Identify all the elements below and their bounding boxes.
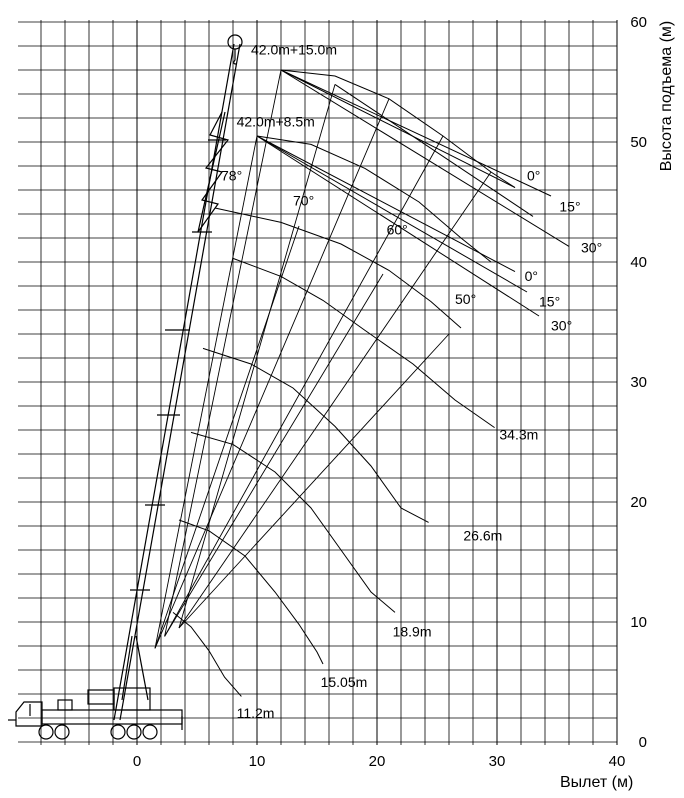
x-tick-label: 30 — [488, 753, 506, 770]
annotation-label: 18.9m — [392, 623, 432, 640]
y-tick-label: 60 — [630, 14, 647, 31]
annotation-label: 50° — [455, 291, 477, 307]
annotation-label: 30° — [551, 317, 573, 334]
y-tick-label: 40 — [630, 254, 647, 271]
annotation-label: 42.0m+15.0m — [251, 41, 337, 58]
annotation-label: 0° — [524, 268, 538, 285]
y-tick-label: 10 — [630, 614, 647, 631]
boom-radial-line — [165, 70, 281, 636]
annotation-label: 34.3m — [499, 426, 539, 443]
boom-curve-26-6m — [203, 348, 429, 522]
boom-curves — [173, 70, 515, 696]
x-tick-label: 40 — [608, 753, 626, 770]
annotation-label: 0° — [527, 167, 541, 184]
annotation-label: 78° — [221, 167, 243, 184]
axis-ticks — [133, 14, 647, 770]
crane-truck — [8, 688, 182, 739]
y-tick-label: 50 — [630, 134, 647, 151]
x-tick-label: 0 — [132, 753, 142, 770]
x-tick-label: 20 — [368, 753, 386, 770]
annotation-label: 15.05m — [320, 673, 368, 690]
annotation-label: 30° — [581, 239, 603, 256]
x-axis-title: Вылет (м) — [560, 774, 634, 791]
boom-radial-line — [165, 274, 383, 636]
crane-boom — [114, 35, 242, 720]
annotation-label: 15° — [539, 293, 561, 310]
boom-radial-lines — [155, 70, 491, 648]
boom-curve-11-2m — [173, 612, 241, 696]
boom-radial-line — [155, 226, 299, 648]
y-tick-label: 30 — [630, 374, 647, 391]
boom-radial-line — [155, 99, 389, 649]
y-axis-title: Высота подъема (м) — [658, 20, 675, 172]
x-tick-label: 10 — [248, 753, 266, 770]
annotation-label: 26.6m — [463, 527, 503, 544]
annotation-label: 60° — [386, 221, 408, 238]
boom-radial-line — [155, 136, 257, 648]
annotation-label: 42.0m+8.5m — [236, 113, 315, 130]
boom-curve-34-3m — [233, 258, 495, 427]
y-tick-label: 20 — [630, 494, 647, 511]
annotation-label: 70° — [293, 192, 315, 209]
annotation-label: 15° — [559, 198, 581, 215]
annotation-label: 11.2m — [236, 705, 275, 721]
boom-radial-line — [179, 172, 491, 628]
boom-radial-line — [179, 334, 449, 628]
y-tick-label: 0 — [638, 734, 647, 751]
jib-line-60- — [335, 84, 533, 216]
